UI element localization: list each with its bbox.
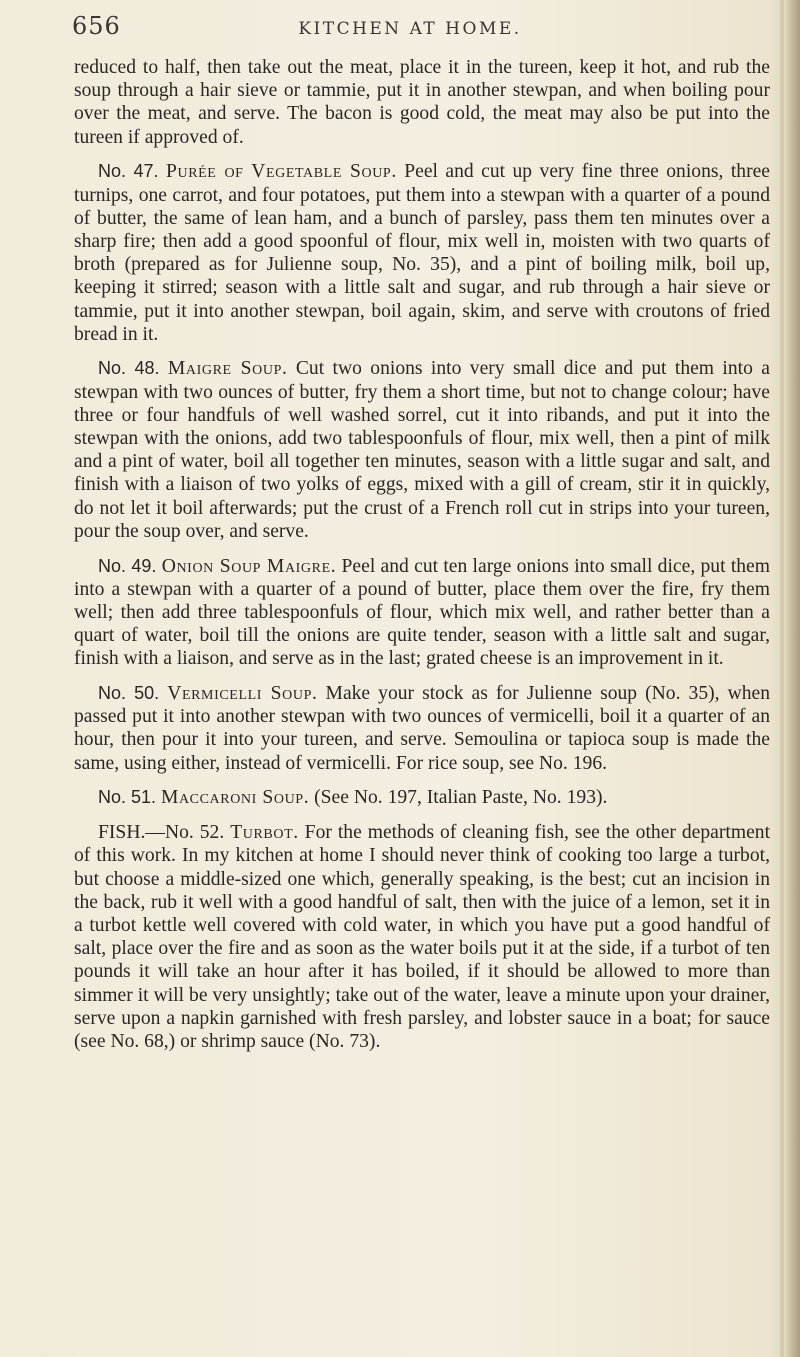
recipe-number: No. 50. [98, 683, 160, 704]
recipe-number: No. 48. [98, 358, 160, 379]
running-head: KITCHEN AT HOME. [298, 19, 522, 39]
page-edge [784, 0, 800, 1357]
recipe-number: No. 49. [98, 555, 157, 576]
recipe-title: Maccaroni Soup. [160, 787, 310, 809]
section-lead: FISH.—No. 52. [98, 822, 225, 844]
recipe-text: (See No. 197, Italian Paste, No. 193). [314, 787, 608, 809]
recipe-text: For the methods of cleaning fish, see the other department of this work. In my kitchen at home I should never think of cooking too large a turbot, but choose a middle-sized one which, generally speaking, is the best; cut an incision in the back, rub it well with a good handful of salt, then with the juice of a lemon, set it in a turbot kettle well covered with cold water, in which you have put a good handful of salt, place over the fire and as soon as the water boils put it at the side, if a turbot of ten pounds it will take an hour after it has boiled, if it should be allowed to more than simmer it will be very unsightly; take out of the water, leave a minute upon your drainer, serve upon a napkin garnished with fresh parsley, and lobster sauce in a boat; for sauce (see No. 68,) or shrimp sauce (No. 73). [74, 822, 771, 1052]
recipe-number: No. 51. [98, 787, 157, 808]
recipe-text: Peel and cut up very fine three onions, three turnips, one carrot, and four potatoes, put them into a stewpan with a quarter of a pound of butter, the same of lean ham, and a bunch of parsley, pass them ten minutes over a sharp fire; then add a good spoonful of flour, mix well in, moisten with two quarts of broth (prepared as for Julienne soup, No. 35), and a pint of boiling milk, boil up, keeping it stirred; season with a little salt and sugar, and rub through a hair sieve or tammie, put it into another stewpan, boil again, skim, and serve with croutons of fried bread in it. [74, 161, 770, 345]
recipe-title: Maigre Soup. [167, 358, 288, 380]
recipe-48 [74, 357, 770, 543]
page-body [74, 56, 770, 1053]
recipe-49 [74, 555, 770, 671]
recipe-text: Make your stock as for Julienne soup (No. 35), when passed put it into another stewpan with two ounces of vermicelli, boil it a quarter of an hour, then pour it into your tureen, and serve. Semoulina or tapioca soup is made the same, using either, instead of vermicelli. For rice soup, see No. 196. [74, 683, 771, 774]
recipe-51 [74, 786, 770, 809]
recipe-text: Cut two onions into very small dice and put them into a stewpan with two ounces of butter, fry them a short time, but not to change colour; have three or four handfuls of well washed sorrel, cut it into ribands, and put it into the stewpan with the onions, add two tablespoonfuls of flour, mix well, then a pint of milk and a pint of water, boil all together ten minutes, season with a little sugar and salt, and finish with a liaison of two yolks of eggs, mixed with a gill of cream, stir it in quickly, do not let it boil afterwards; put the crust of a French roll cut in strips into your tureen, pour the soup over, and serve. [74, 358, 770, 542]
recipe-number: No. 47. [98, 161, 159, 182]
recipe-text: Peel and cut ten large onions into small dice, put them into a stewpan with a quarter of a pound of butter, place them over the fire, fry them well; then add three tablespoonfuls of flour, which mix well, and rather better than a quart of water, boil till the onions are quite tender, season with a little salt and sugar, finish with a liaison, and serve as in the last; grated cheese is an improvement in it. [74, 555, 770, 670]
paragraph-continuation [74, 56, 770, 149]
page-number: 656 [72, 12, 121, 40]
paragraph-text: reduced to half, then take out the meat, place it in the tureen, keep it hot, and rub the soup through a hair sieve or tammie, put it in another stewpan, and when boiling pour over the meat, and serve. The bacon is good cold, the meat may also be put into the tureen if approved of. [74, 57, 770, 148]
recipe-title: Vermicelli Soup. [167, 683, 318, 705]
recipe-50 [74, 682, 770, 775]
recipe-title: Onion Soup Maigre. [161, 555, 337, 577]
recipe-52 [74, 821, 770, 1053]
recipe-title: Purée of Vegetable Soup. [166, 161, 397, 183]
recipe-title: Turbot. [230, 822, 299, 844]
recipe-47 [74, 160, 770, 346]
